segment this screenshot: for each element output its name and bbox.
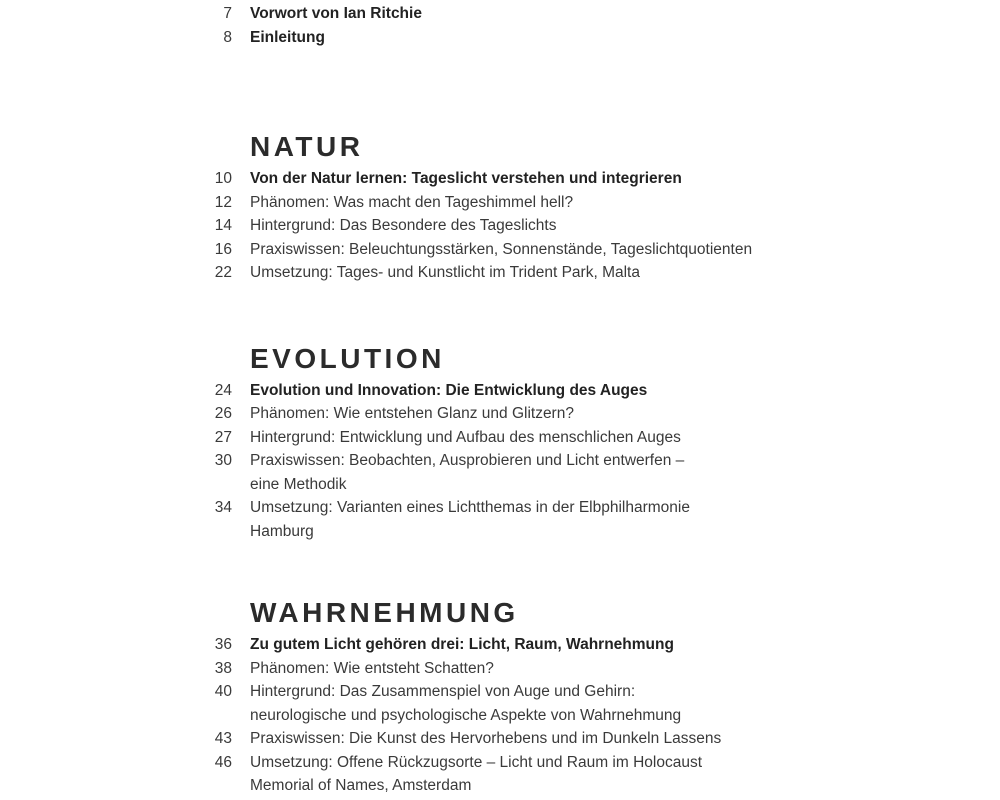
toc-entry xyxy=(0,191,1000,215)
page-number: 38 xyxy=(214,659,232,677)
entry-title xyxy=(250,261,640,285)
entry-title xyxy=(250,214,556,238)
page-number: 16 xyxy=(214,240,232,258)
toc-entry xyxy=(0,238,1000,262)
entry-line: Vorwort von Ian Ritchie xyxy=(250,5,422,22)
entry-title xyxy=(250,167,682,191)
section-heading: WAHRNEHMUNG xyxy=(250,597,519,628)
toc-section xyxy=(0,597,1000,798)
page-number: 34 xyxy=(214,499,232,516)
toc-entry xyxy=(0,426,1000,450)
toc-entry xyxy=(0,2,1000,26)
toc-entry xyxy=(0,727,1000,751)
entry-title xyxy=(250,426,681,450)
entry-title xyxy=(250,26,325,50)
page-number: 27 xyxy=(214,428,232,446)
page-number: 24 xyxy=(214,381,232,399)
entry-title xyxy=(250,680,681,727)
entry-line: Memorial of Names, Amsterdam xyxy=(250,777,472,794)
toc-entry xyxy=(0,379,1000,403)
entry-line: Phänomen: Was macht den Tageshimmel hell? xyxy=(250,193,574,211)
entry-line: Praxiswissen: Beleuchtungsstärken, Sonnenstände, Tageslichtquotienten xyxy=(250,240,753,258)
toc-section xyxy=(0,343,1000,544)
entry-line: Hamburg xyxy=(250,522,314,540)
entry-line: Umsetzung: Tages- und Kunstlicht im Trident Park, Malta xyxy=(250,264,640,281)
page-number: 8 xyxy=(223,28,232,46)
toc-entry xyxy=(0,449,1000,496)
page-number: 7 xyxy=(223,5,232,22)
page-number: 30 xyxy=(214,452,232,469)
entry-line: Umsetzung: Offene Rückzugsorte – Licht und Raum im Holocaust xyxy=(250,753,703,771)
entry-title xyxy=(250,379,647,403)
section-heading: NATUR xyxy=(250,131,364,162)
toc-entry xyxy=(0,657,1000,681)
page-number: 26 xyxy=(214,405,232,422)
entry-line: Umsetzung: Varianten eines Lichtthemas in der Elbphilharmonie xyxy=(250,499,690,516)
toc-entry xyxy=(0,496,1000,543)
page-number: 10 xyxy=(214,170,232,187)
section-heading: EVOLUTION xyxy=(250,342,445,374)
entry-line: Von der Natur lernen: Tageslicht verstehen und integrieren xyxy=(250,170,682,187)
page-number: 36 xyxy=(214,636,232,653)
toc-entry xyxy=(0,402,1000,426)
frontmatter xyxy=(0,2,1000,49)
page-number: 40 xyxy=(214,683,232,700)
page-number: 22 xyxy=(214,264,232,281)
entry-title xyxy=(250,751,702,798)
page-number: 14 xyxy=(214,217,232,234)
entry-title xyxy=(250,2,422,26)
entry-line: Hintergrund: Das Zusammenspiel von Auge und Gehirn: xyxy=(250,683,636,700)
entry-title xyxy=(250,657,494,681)
page-number: 12 xyxy=(214,193,232,211)
toc-entry xyxy=(0,680,1000,727)
toc-entry xyxy=(0,167,1000,191)
page-number: 43 xyxy=(214,730,232,747)
entry-title xyxy=(250,496,690,543)
page-number: 46 xyxy=(214,753,232,771)
entry-line: Praxiswissen: Die Kunst des Hervorhebens und im Dunkeln Lassens xyxy=(250,730,722,747)
toc-entry xyxy=(0,633,1000,657)
toc-section xyxy=(0,131,1000,285)
entry-line: Einleitung xyxy=(250,28,325,46)
entry-line: Evolution und Innovation: Die Entwicklung des Auges xyxy=(250,381,648,399)
entry-line: eine Methodik xyxy=(250,475,347,493)
toc-entry xyxy=(0,261,1000,285)
entry-title xyxy=(250,238,752,262)
entry-title xyxy=(250,449,684,496)
sections xyxy=(0,131,1000,798)
toc-entry xyxy=(0,751,1000,798)
toc-entry xyxy=(0,214,1000,238)
entry-title xyxy=(250,633,674,657)
entry-title xyxy=(250,191,573,215)
entry-line: Zu gutem Licht gehören drei: Licht, Raum, Wahrnehmung xyxy=(250,636,674,653)
entry-line: neurologische und psychologische Aspekte von Wahrnehmung xyxy=(250,706,682,724)
entry-line: Phänomen: Wie entstehen Glanz und Glitzern? xyxy=(250,405,574,422)
entry-title xyxy=(250,727,721,751)
entry-title xyxy=(250,402,574,426)
entry-line: Hintergrund: Das Besondere des Tageslichts xyxy=(250,217,557,234)
entry-line: Hintergrund: Entwicklung und Aufbau des menschlichen Auges xyxy=(250,428,681,446)
toc-entry xyxy=(0,26,1000,50)
entry-line: Phänomen: Wie entsteht Schatten? xyxy=(250,659,494,677)
entry-line: Praxiswissen: Beobachten, Ausprobieren und Licht entwerfen – xyxy=(250,452,685,469)
